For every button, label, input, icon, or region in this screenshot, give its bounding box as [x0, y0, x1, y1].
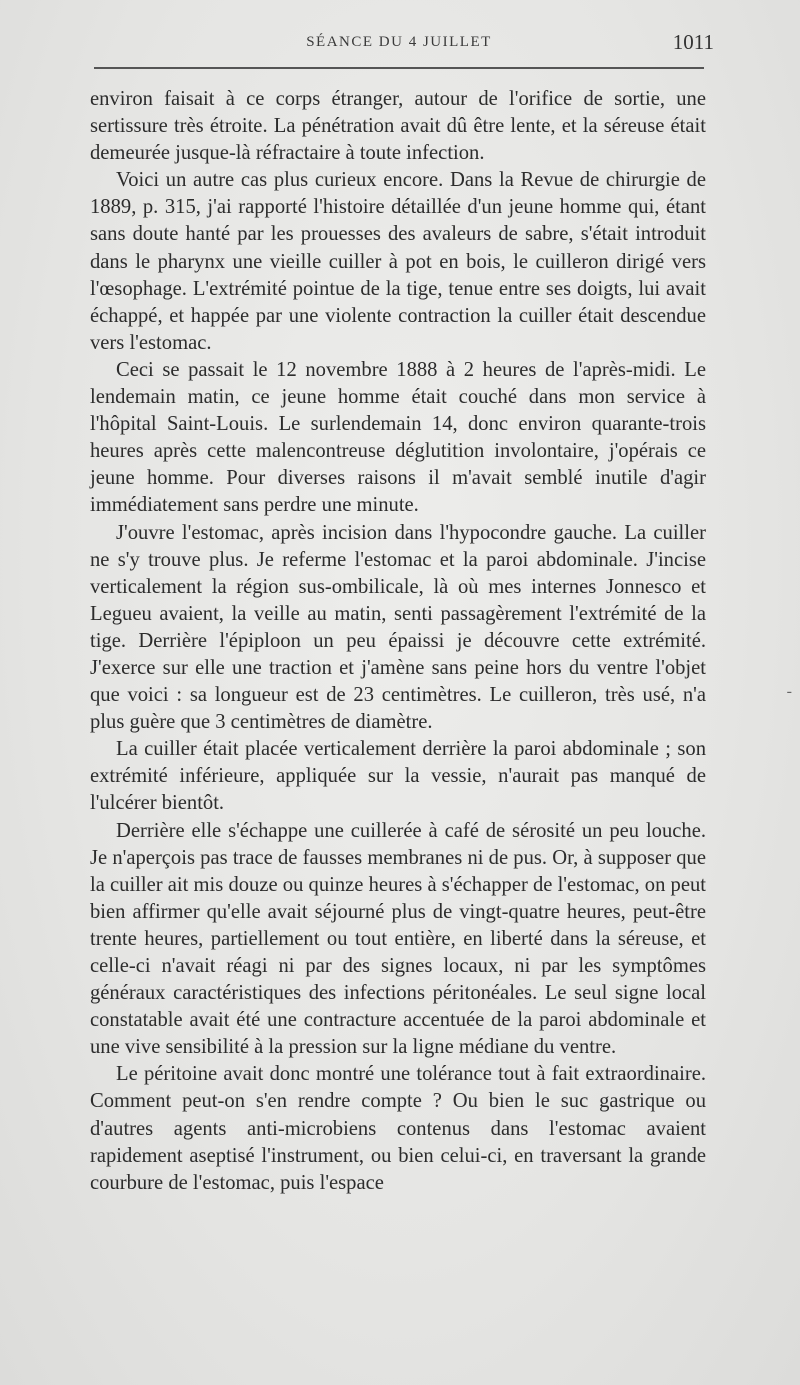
paragraph-2: Voici un autre cas plus curieux encore. Dans la Revue de chirurgie de 1889, p. 315, j'ai rapporté l'histoire détaillée d'un jeune homme qui, étant sans doute hanté par les prouesses des avaleurs de sabre, s'était introduit dans le pharynx une vieille cuiller à pot en bois, le cuilleron dirigé vers l'œsophage. L'extrémité pointue de la tige, tenue entre ses doigts, lui avait échappé, et happée par une violente contraction la cuiller était descendue vers l'estomac. [90, 169, 706, 354]
paragraph-5: La cuiller était placée verticalement derrière la paroi abdominale ; son extrémité inférieure, appliquée sur la vessie, n'aurait pas manqué de l'ulcérer bientôt. [90, 738, 706, 815]
running-head [90, 30, 714, 58]
running-title: SÉANCE DU 4 JUILLET [306, 34, 492, 50]
paragraph-6: Derrière elle s'échappe une cuillerée à café de sérosité un peu louche. Je n'aperçois pas trace de fausses membranes ni de pus. Or, à supposer que la cuiller ait mis douze ou quinze heures à s'échapper de l'estomac, on peut bien affirmer qu'elle avait séjourné plus de vingt-quatre heures, peut-être trente heures, partiellement ou tout entière, en liberté dans la séreuse, et celle-ci n'avait réagi ni par des signes locaux, ni par les symptômes généraux caractéristiques des infections péritonéales. Le seul signe local constatable avait été une contracture accentuée de la paroi abdominale et une vive sensibilité à la pression sur la ligne médiane du ventre. [90, 819, 706, 1059]
paragraph-3: Ceci se passait le 12 novembre 1888 à 2 heures de l'après-midi. Le lendemain matin, ce jeune homme était couché dans mon service à l'hôpital Saint-Louis. Le surlendemain 14, donc environ quarante-trois heures après cette malencontreuse déglutition involontaire, j'opérais ce jeune homme. Pour diverses raisons il m'avait semblé inutile d'agir immédiatement sans perdre une minute. [90, 358, 706, 517]
body-text [90, 86, 706, 1197]
paragraph-7: Le péritoine avait donc montré une tolérance tout à fait extraordinaire. Comment peut-on s'en rendre compte ? Ou bien le suc gastrique ou d'autres agents anti-microbiens contenus dans l'estomac avaient rapidement aseptisé l'instrument, ou bien celui-ci, en traversant la grande courbure de l'estomac, puis l'espace [90, 1063, 706, 1194]
paragraph-4: J'ouvre l'estomac, après incision dans l'hypocondre gauche. La cuiller ne s'y trouve plus. Je referme l'estomac et la paroi abdominale. J'incise verticalement la région sus-ombilicale, là où mes internes Jonnesco et Legueu avaient, la veille au matin, senti passagèrement l'extrémité de la tige. Derrière l'épiploon un peu épaissi je découvre cette extrémité. J'exerce sur elle une traction et j'amène sans peine hors du ventre l'objet que voici : sa longueur est de 23 centimètres. Le cuilleron, très usé, n'a plus guère que 3 centimètres de diamètre. [90, 521, 706, 734]
paragraph-1: environ faisait à ce corps étranger, autour de l'orifice de sortie, une sertissure très étroite. La pénétration avait dû être lente, et la séreuse était demeurée jusque-là réfractaire à toute infection. [90, 88, 706, 165]
header-rule [94, 67, 704, 69]
page-number: 1011 [672, 30, 714, 54]
margin-mark: - [786, 683, 792, 700]
